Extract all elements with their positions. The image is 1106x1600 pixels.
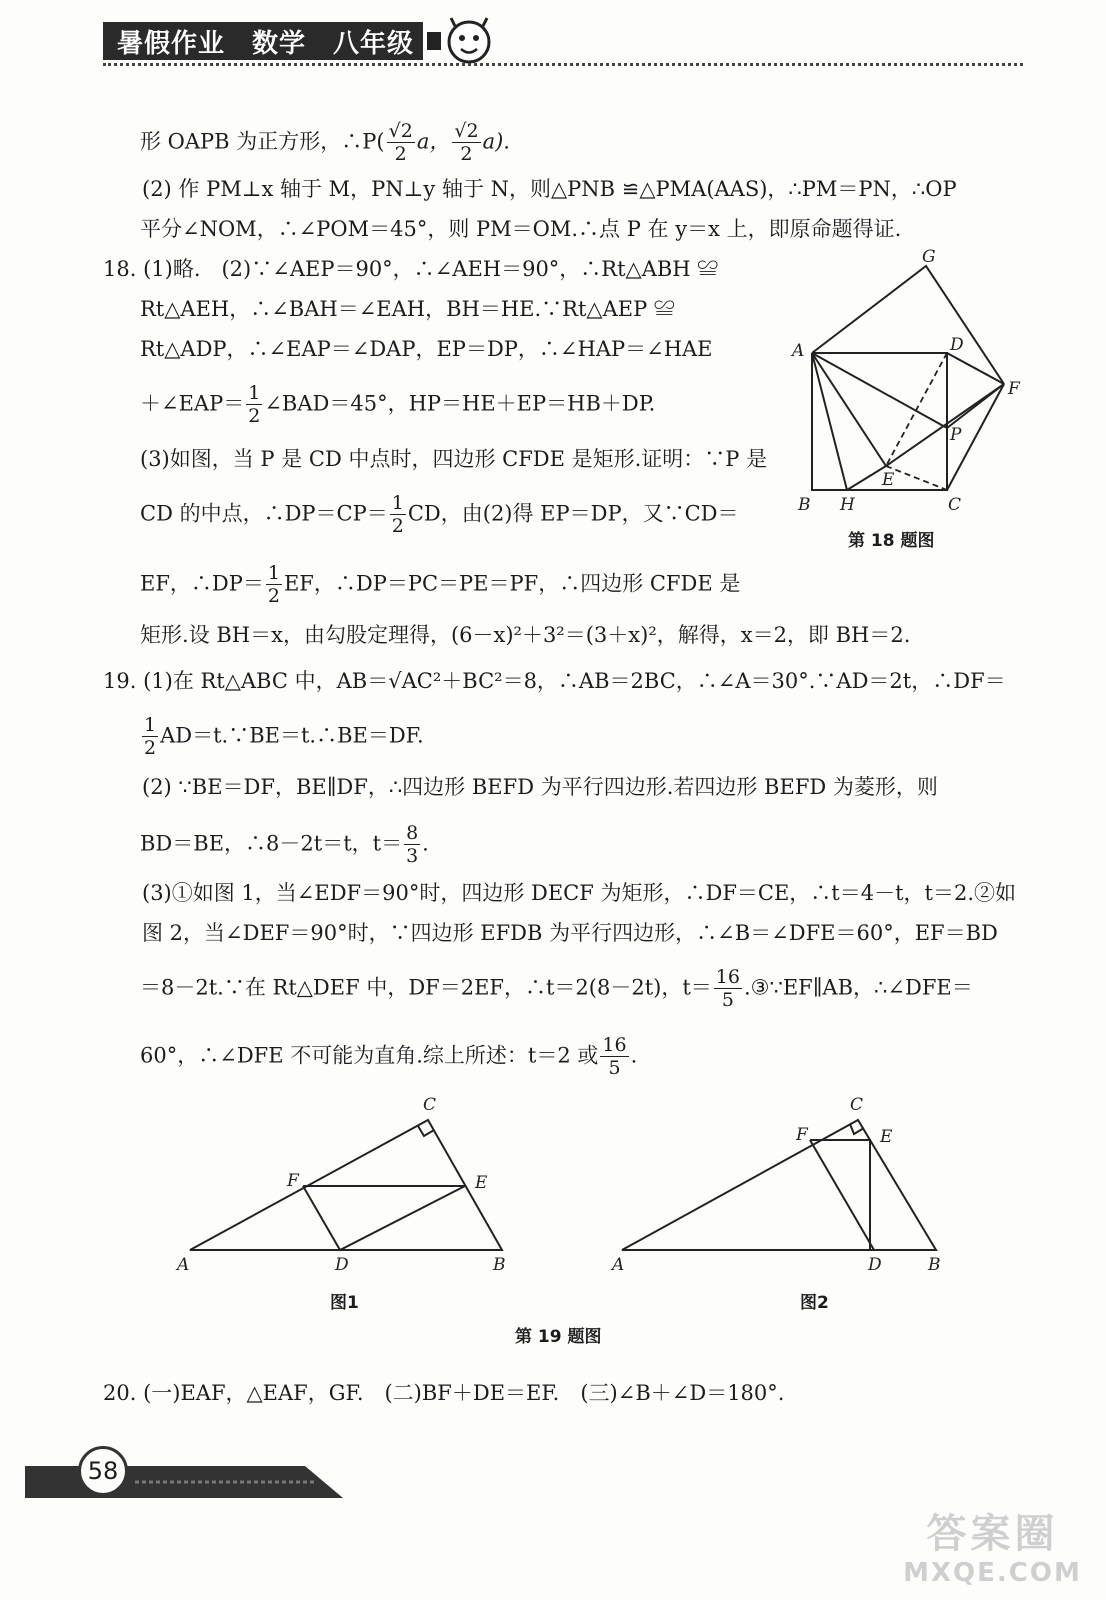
q19-line-3: (2) ∵BE＝DF，BE∥DF，∴四边形 BEFD 为平行四边形.若四边形 BEFD 为菱形，则 — [142, 775, 938, 799]
q18-line-3: Rt△ADP，∴∠EAP＝∠DAP，EP＝DP，∴∠HAP＝∠HAE — [140, 337, 713, 361]
q19-line-4: BD＝BE，∴8－2t＝t，t＝ $\frac{8}{3}$ . — [140, 822, 429, 867]
q18-line-5: (3)如图，当 P 是 CD 中点时，四边形 CFDE 是矩形.证明：∵P 是 — [140, 447, 768, 471]
header-divider — [103, 63, 1023, 66]
fig18-label-p: P — [950, 425, 962, 445]
fig19-1-label-b: B — [493, 1255, 506, 1275]
figure-18 — [790, 248, 1030, 518]
header-title: 暑假作业 数学 八年级 — [103, 22, 423, 60]
page-number: 58 — [78, 1446, 128, 1496]
figure-19-1 — [175, 1090, 525, 1280]
fig18-label-h: H — [840, 495, 855, 515]
q19-line-8: 60°，∴∠DFE 不可能为直角.综上所述：t＝2 或 $\frac{16}{5}$ . — [140, 1034, 638, 1079]
fig18-label-b: B — [798, 495, 811, 515]
q18-line-4: ＋∠EAP＝ $\frac{1}{2}$ ∠BAD＝45°，HP＝HE＋EP＝HB＋DP. — [140, 382, 656, 427]
fig19-1-label-f: F — [287, 1171, 299, 1191]
fig18-label-d: D — [950, 335, 964, 355]
fig18-label-g: G — [922, 248, 936, 267]
figure-19-1-caption: 图1 — [330, 1293, 359, 1313]
q20-line: 20. (一)EAF，△EAF，GF. (二)BF＋DE＝EF. (三)∠B＋∠D＝180°. — [103, 1381, 785, 1405]
fig18-label-a: A — [792, 341, 805, 361]
fig19-1-label-e: E — [475, 1173, 488, 1193]
answer-line-1: 形 OAPB 为正方形，∴P( $\frac{√2}{2}$ a， $\frac{√2}{2}$ a). — [140, 120, 510, 165]
q18-line-1: 18. (1)略. (2)∵∠AEP＝90°，∴∠AEH＝90°，∴Rt△ABH ≌ — [103, 257, 719, 281]
fig19-2-label-a: A — [612, 1255, 625, 1275]
q18-line-6: CD 的中点，∴DP＝CP＝ $\frac{1}{2}$ CD，由(2)得 EP＝DP，又∵CD＝ — [140, 492, 739, 537]
mascot-icon — [425, 14, 493, 66]
q19-line-2: $\frac{1}{2}$ AD＝t.∵BE＝t.∴BE＝DF. — [144, 714, 424, 759]
q19-line-5: (3)①如图 1，当∠EDF＝90°时，四边形 DECF 为矩形，∴DF＝CE，∴t＝4－t，t＝2.②如 — [142, 881, 1017, 905]
fig19-2-label-b: B — [928, 1255, 941, 1275]
fig19-1-label-c: C — [423, 1095, 437, 1115]
q19-line-1: 19. (1)在 Rt△ABC 中，AB＝√AC²＋BC²＝8，∴AB＝2BC，∴∠A＝30°.∵AD＝2t，∴DF＝ — [103, 669, 1006, 693]
q18-line-7: EF，∴DP＝ $\frac{1}{2}$ EF，∴DP＝PC＝PE＝PF，∴四边形 CFDE 是 — [140, 562, 741, 607]
fig19-2-label-c: C — [850, 1095, 864, 1115]
answer-line-2: (2) 作 PM⊥x 轴于 M，PN⊥y 轴于 N，则△PNB ≌△PMA(AAS)，∴PM＝PN，∴OP — [142, 177, 957, 201]
fig19-2-label-e: E — [880, 1127, 893, 1147]
fig18-label-c: C — [948, 495, 962, 515]
fig18-label-f: F — [1008, 379, 1020, 399]
fig19-1-label-a: A — [177, 1255, 190, 1275]
q18-line-2: Rt△AEH，∴∠BAH＝∠EAH，BH＝HE.∵Rt△AEP ≌ — [140, 297, 675, 321]
footer-bar — [25, 1462, 345, 1500]
watermark: 答案圈 MXQE.COM — [903, 1511, 1082, 1588]
figure-18-caption: 第 18 题图 — [848, 531, 935, 551]
answer-line-3: 平分∠NOM，∴∠POM＝45°，则 PM＝OM.∴点 P 在 y＝x 上，即原命题得证. — [140, 217, 902, 241]
fig19-2-label-d: D — [868, 1255, 882, 1275]
figure-19-2 — [610, 1090, 960, 1280]
q19-line-7: ＝8－2t.∵在 Rt△DEF 中，DF＝2EF，∴t＝2(8－2t)，t＝ $\frac{16}{5}$ .③∵EF∥AB，∴∠DFE＝ — [140, 966, 973, 1011]
fig19-1-label-d: D — [335, 1255, 349, 1275]
figure-19-2-caption: 图2 — [800, 1293, 829, 1313]
fig19-2-label-f: F — [796, 1125, 808, 1145]
fig18-label-e: E — [882, 470, 895, 490]
q18-line-8: 矩形.设 BH＝x，由勾股定理得，(6－x)²＋3²＝(3＋x)²，解得，x＝2，即 BH＝2. — [140, 623, 911, 647]
q19-line-6: 图 2，当∠DEF＝90°时，∵四边形 EFDB 为平行四边形，∴∠B＝∠DFE＝60°，EF＝BD — [142, 921, 998, 945]
figure-19-caption: 第 19 题图 — [515, 1327, 602, 1347]
